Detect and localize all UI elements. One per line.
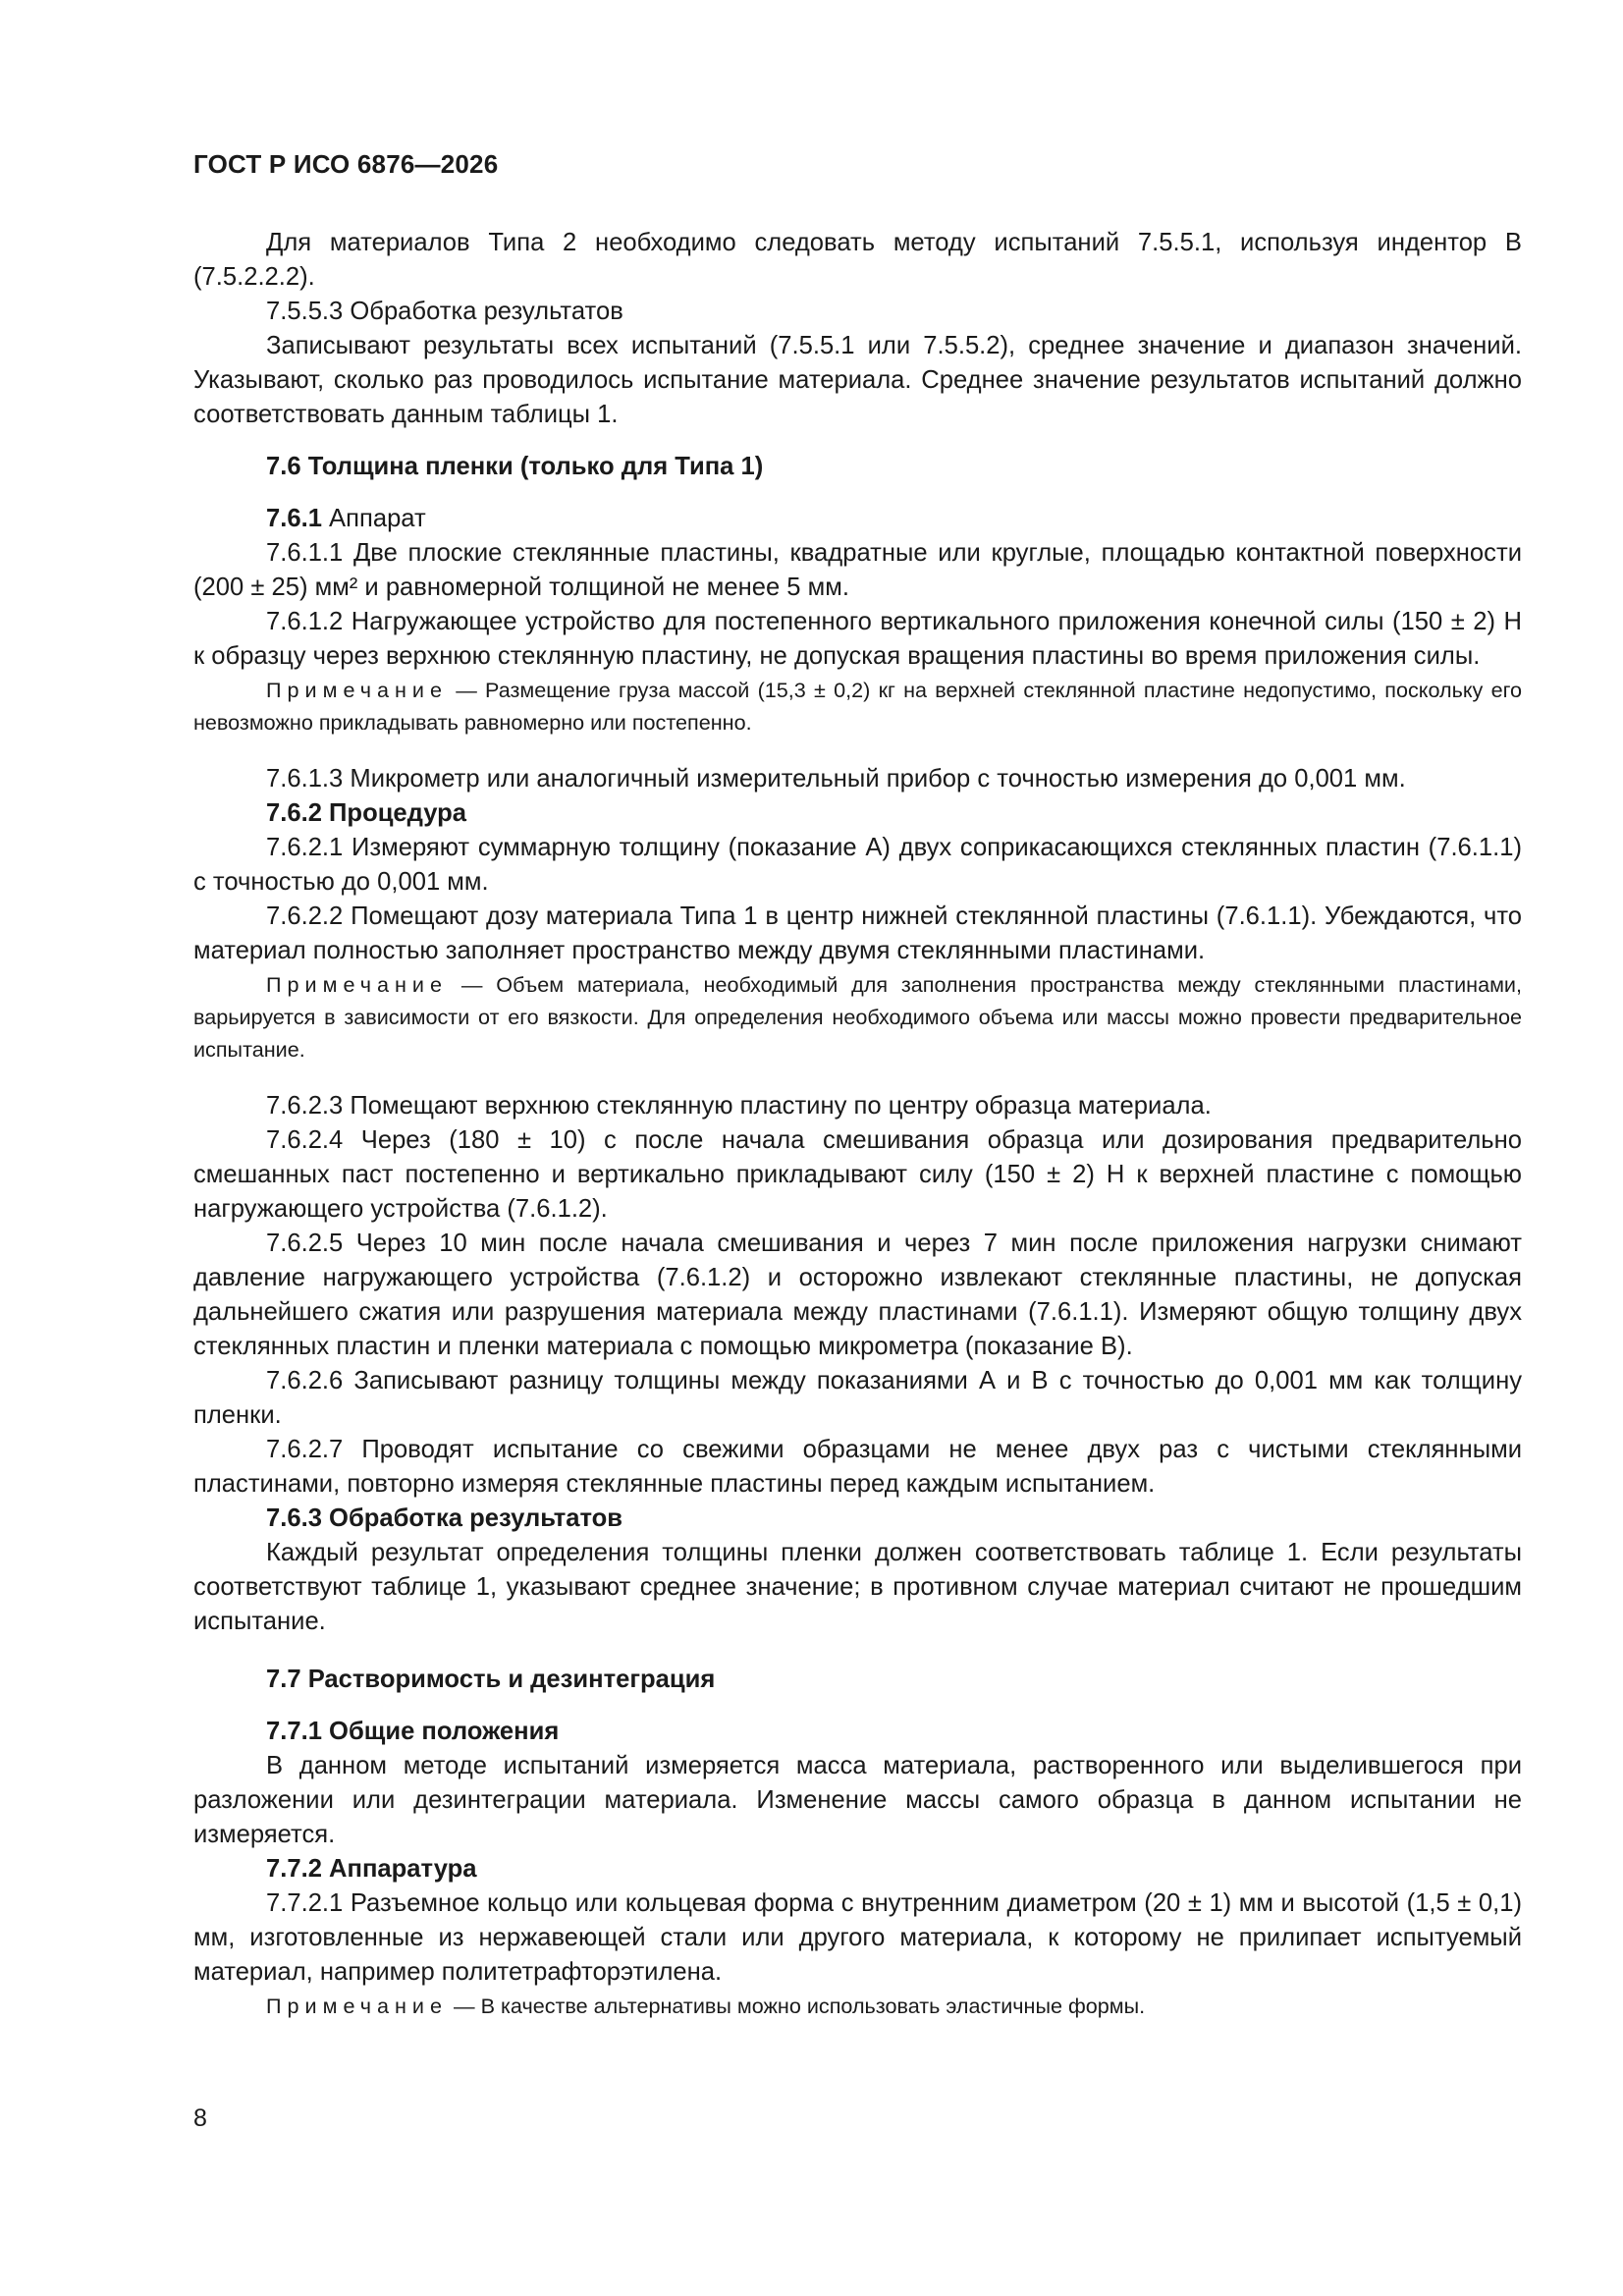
section-heading-7-6-3: 7.6.3 Обработка результатов [266,1504,623,1532]
clause-number: 7.6.1 [266,505,322,532]
note-label: Примечание [266,1994,448,2018]
clause-title: Аппарат [321,505,426,532]
document-body [193,226,1522,2022]
section-heading-7-7-1: 7.7.1 Общие положения [266,1718,560,1745]
paragraph: 7.6.2.2 Помещают дозу материала Типа 1 в центр нижней стеклянной пластины (7.6.1.1). Убеждаются, что материал полностью заполняет пространство между двумя стеклянными пластинами. [193,902,1522,964]
section-heading-7-7: 7.7 Растворимость и дезинтеграция [266,1666,716,1693]
paragraph: 7.6.1.3 Микрометр или аналогичный измерительный прибор с точностью измерения до 0,001 мм. [266,765,1406,793]
paragraph: 7.6.1.1 Две плоские стеклянные пластины, квадратные или круглые, площадью контактной поверхности (200 ± 25) мм² и равномерной толщиной не менее 5 мм. [193,539,1522,601]
note [193,674,1522,738]
note-text: — Объем материала, необходимый для заполнения пространства между стеклянными пластинами, варьируется в зависимости от его вязкости. Для определения необходимого объема или массы можно провести предварительное испытание. [193,972,1522,1062]
clause-7-6-1 [193,502,1522,536]
page-number: 8 [193,2105,207,2132]
note-label: Примечание [266,972,448,997]
note-text: — Размещение груза массой (15,3 ± 0,2) кг на верхней стеклянной пластине недопустимо, поскольку его невозможно прикладывать равномерно или постепенно. [193,678,1522,735]
paragraph: 7.6.2.7 Проводят испытание со свежими образцами не менее двух раз с чистыми стеклянными пластинами, повторно измеряя стеклянные пластины перед каждым испытанием. [193,1436,1522,1498]
note-text: — В качестве альтернативы можно использовать эластичные формы. [448,1994,1146,2018]
subclause-title: 7.5.5.3 Обработка результатов [266,298,623,325]
paragraph: 7.6.2.5 Через 10 мин после начала смешивания и через 7 мин после приложения нагрузки снимают давление нагружающего устройства (7.6.1.2) и осторожно извлекают стеклянные пластины, не допуская дальнейшего сжатия или разрушения материала между пластинами (7.6.1.1). Измеряют общую толщину двух стеклянных пластин и пленки материала с помощью микрометра (показание В). [193,1230,1522,1360]
paragraph: 7.6.2.3 Помещают верхнюю стеклянную пластину по центру образца материала. [266,1092,1212,1120]
paragraph: 7.7.2.1 Разъемное кольцо или кольцевая форма с внутренним диаметром (20 ± 1) мм и высотой (1,5 ± 0,1) мм, изготовленные из нержавеющей стали или другого материала, к которому не прилипает испытуемый материал, например политетрафторэтилена. [193,1889,1522,1986]
section-heading-7-6: 7.6 Толщина пленки (только для Типа 1) [266,453,764,480]
paragraph: 7.6.2.6 Записывают разницу толщины между показаниями А и В с точностью до 0,001 мм как толщину пленки. [193,1367,1522,1429]
note-label: Примечание [266,678,448,702]
paragraph: 7.6.2.1 Измеряют суммарную толщину (показание А) двух соприкасающихся стеклянных пластин (7.6.1.1) с точностью до 0,001 мм. [193,834,1522,896]
paragraph: 7.6.1.2 Нагружающее устройство для постепенного вертикального приложения конечной силы (150 ± 2) Н к образцу через верхнюю стеклянную пластину, не допуская вращения пластины во время приложения силы. [193,608,1522,670]
paragraph: Для материалов Типа 2 необходимо следовать методу испытаний 7.5.5.1, используя индентор B (7.5.2.2.2). [193,229,1522,291]
paragraph: Записывают результаты всех испытаний (7.5.5.1 или 7.5.5.2), среднее значение и диапазон значений. Указывают, сколько раз проводилось испытание материала. Среднее значение результатов испытаний должно соответствовать данным таблицы 1. [193,332,1522,428]
document-header: ГОСТ Р ИСО 6876—2026 [193,149,499,179]
paragraph: Каждый результат определения толщины пленки должен соответствовать таблице 1. Если результаты соответствуют таблице 1, указывают среднее значение; в противном случае материал считают не прошедшим испытание. [193,1539,1522,1635]
section-heading-7-6-2: 7.6.2 Процедура [266,799,466,827]
note [193,968,1522,1066]
paragraph: 7.6.2.4 Через (180 ± 10) с после начала смешивания образца или дозирования предварительно смешанных паст постепенно и вертикально прикладывают силу (150 ± 2) Н к верхней пластине с помощью нагружающего устройства (7.6.1.2). [193,1126,1522,1223]
paragraph: В данном методе испытаний измеряется масса материала, растворенного или выделившегося при разложении или дезинтеграции материала. Изменение массы самого образца в данном испытании не измеряется. [193,1752,1522,1848]
section-heading-7-7-2: 7.7.2 Аппаратура [266,1855,477,1883]
note [193,1990,1522,2022]
